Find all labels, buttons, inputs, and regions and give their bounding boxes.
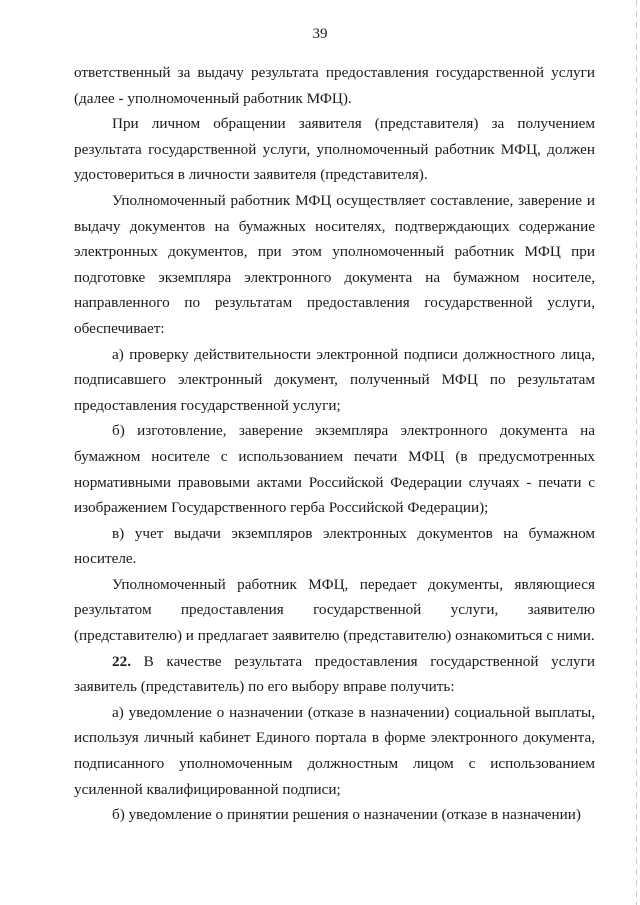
- paragraph-10: б) уведомление о принятии решения о назначении (отказе в назначении): [112, 806, 581, 824]
- paragraph-3: Уполномоченный работник МФЦ осуществляет составление, заверение и выдачу документов на бумажных носителях, подтверждающих содержание электронных документов, при этом уполномоченный работник МФЦ при подготовке экземпляра электронного документа на бумажном носителе, направленного по результатам предоставления государственной услуги, обеспечивает:: [74, 191, 595, 337]
- paragraph-2: При личном обращении заявителя (представителя) за получением результата государственной услуги, уполномоченный работник МФЦ, должен удостовериться в личности заявителя (представителя).: [74, 115, 595, 184]
- paragraph-9: а) уведомление о назначении (отказе в назначении) социальной выплаты, используя личный кабинет Единого портала в форме электронного документа, подписанного уполномоченным должностным лицом с использованием усиленной квалифицированной подписи;: [74, 703, 595, 798]
- scan-edge-line: [636, 0, 637, 905]
- document-body: [74, 60, 595, 828]
- paragraph-1: ответственный за выдачу результата предоставления государственной услуги (далее - уполномоченный работник МФЦ).: [74, 64, 595, 107]
- paragraph-7: Уполномоченный работник МФЦ, передает документы, являющиеся результатом предоставления государственной услуги, заявителю (представителю) и предлагает заявителю (представителю) ознакомиться с ними.: [74, 575, 595, 645]
- page-number: 39: [312, 26, 328, 42]
- paragraph-6: в) учет выдачи экземпляров электронных документов на бумажном носителе.: [74, 524, 595, 568]
- paragraph-8: [74, 649, 595, 700]
- paragraph-4: а) проверку действительности электронной подписи должностного лица, подписавшего электронный документ, полученный МФЦ по результатам предоставления государственной услуги;: [74, 345, 595, 414]
- clause-number: 22.: [112, 652, 131, 670]
- paragraph-5: б) изготовление, заверение экземпляра электронного документа на бумажном носителе с использованием печати МФЦ (в предусмотренных нормативными правовыми актами Российской Федерации случаях - печати с изображением Государственного герба Российской Федерации);: [74, 422, 595, 517]
- clause-text: В качестве результата предоставления государственной услуги заявитель (представитель) по его выбору вправе получить:: [74, 652, 595, 696]
